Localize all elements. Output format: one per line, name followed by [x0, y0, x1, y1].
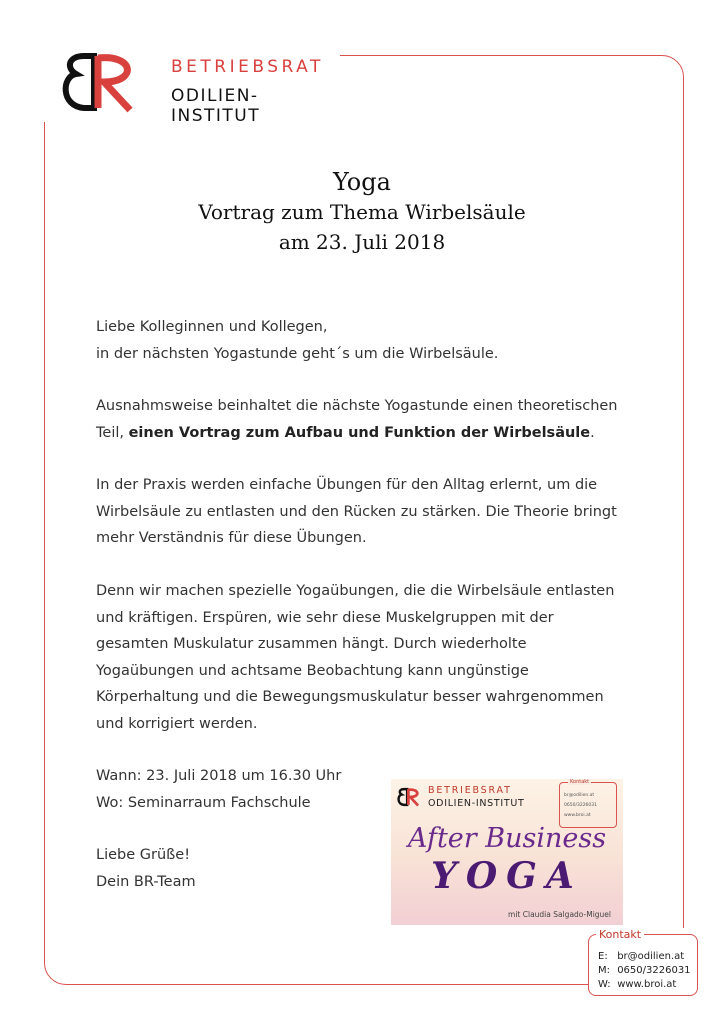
flyer-br-logo-icon: [395, 785, 429, 809]
greeting-line-2: in der nächsten Yogastunde geht´s um die Wirbelsäule.: [96, 345, 499, 362]
exercise-line-6: und korrigiert werden.: [96, 715, 258, 732]
practice-line-2: Wirbelsäule zu entlasten und den Rücken zu stärken. Die Theorie bringt: [96, 503, 617, 520]
logo-text-betriebsrat: BETRIEBSRAT: [171, 57, 324, 77]
exercise-line-2: und kräftigen. Erspüren, wie sehr diese Muskelgruppen mit der: [96, 609, 554, 626]
contact-email-link[interactable]: br@odilien.at: [617, 951, 685, 962]
page-title: Yoga: [333, 168, 391, 196]
flyer-contact-box: [559, 779, 617, 828]
closing-line-1: Liebe Grüße!: [96, 847, 191, 863]
flyer-contact-phone: 0650/3226031: [564, 803, 598, 808]
logo-text-institut: ODILIEN-INSTITUT: [171, 86, 261, 126]
intro-bold-text: einen Vortrag zum Aufbau und Funktion der Wirbelsäule: [128, 424, 591, 441]
after-business-yoga-flyer: [391, 779, 623, 925]
exercise-line-5: Körperhaltung und die Bewegungsmuskulatur besser wahrgenommen: [96, 689, 604, 705]
exercise-line-4: Yogaübungen und achtsame Beobachtung kann ungünstige: [96, 662, 529, 679]
flyer-logo-line-1: BETRIEBSRAT: [428, 785, 512, 796]
closing-line-2: Dein BR-Team: [96, 873, 196, 890]
contact-row-email: [598, 951, 684, 962]
page-date: am 23. Juli 2018: [278, 230, 446, 254]
intro-line-2: [96, 420, 636, 447]
br-logo: [40, 40, 340, 126]
flyer-yoga-text: YOGA: [431, 855, 583, 897]
intro-line-1: Ausnahmsweise beinhaltet die nächste Yogastunde einen theoretischen: [96, 398, 618, 414]
exercise-line-1: Denn wir machen spezielle Yogaübungen, die die Wirbelsäule entlasten: [96, 583, 615, 599]
contact-phone-key: M:: [598, 965, 610, 976]
contact-box: [588, 928, 698, 996]
br-logo-mark-icon: [54, 48, 166, 116]
intro-period: .: [590, 424, 595, 441]
flyer-logo-line-2: ODILIEN-INSTITUT: [428, 798, 525, 809]
contact-email-key: E:: [598, 951, 608, 962]
contact-row-web: [598, 979, 676, 990]
practice-line-1: In der Praxis werden einfache Übungen für den Alltag erlernt, um die: [96, 477, 598, 493]
flyer-instructor-text: mit Claudia Salgado-Miguel: [508, 910, 611, 919]
greeting-line-1: Liebe Kolleginnen und Kollegen,: [96, 319, 328, 335]
flyer-contact-web: www.broi.at: [564, 813, 591, 818]
exercise-paragraph: [96, 578, 636, 737]
practice-paragraph: [96, 472, 636, 552]
contact-web-key: W:: [598, 979, 611, 990]
contact-phone-value: 0650/3226031: [617, 965, 691, 976]
flyer-contact-title: Kontakt: [570, 779, 590, 785]
contact-row-phone: [598, 965, 691, 976]
greeting-paragraph: [96, 314, 636, 367]
event-where: Wo: Seminarraum Fachschule: [96, 794, 311, 811]
event-details: [96, 763, 386, 816]
closing: [96, 842, 386, 895]
practice-line-3: mehr Verständnis für diese Übungen.: [96, 530, 367, 546]
event-when: Wann: 23. Juli 2018 um 16.30 Uhr: [96, 768, 342, 784]
intro-paragraph: [96, 393, 636, 446]
contact-title: Kontakt: [596, 928, 644, 941]
flyer-after-business-text: After Business: [407, 823, 607, 854]
intro-text: Teil,: [96, 424, 129, 441]
exercise-line-3: gesamten Muskulatur zusammen hängt. Durch wiederholte: [96, 636, 527, 652]
contact-web-link[interactable]: www.broi.at: [617, 979, 677, 990]
flyer-contact-email: br@odilien.at: [564, 793, 595, 798]
page-subtitle: Vortrag zum Thema Wirbelsäule: [198, 200, 526, 224]
